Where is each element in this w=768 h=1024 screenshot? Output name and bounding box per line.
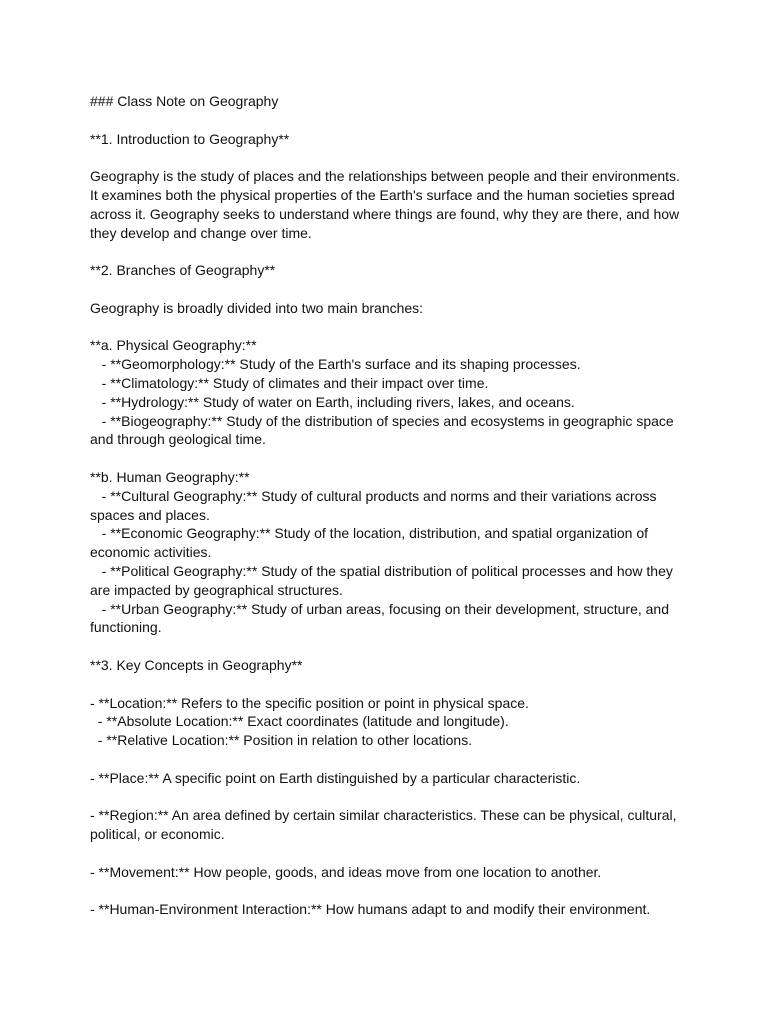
list-item: - **Political Geography:** Study of the spatial distribution of political processes and how they are impacted by geographical structures. <box>90 562 677 598</box>
section-3-heading: **3. Key Concepts in Geography** <box>90 656 303 673</box>
list-item: - **Absolute Location:** Exact coordinates (latitude and longitude). <box>90 713 509 730</box>
list-item: - **Cultural Geography:** Study of cultural products and norms and their variations across spaces and places. <box>90 487 661 523</box>
list-item: - **Climatology:** Study of climates and their impact over time. <box>90 374 489 391</box>
list-item: - **Urban Geography:** Study of urban areas, focusing on their development, structure, and functioning. <box>90 600 673 636</box>
human-geography-block <box>90 468 680 637</box>
list-item: - **Biogeography:** Study of the distribution of species and ecosystems in geographic space and through geological time. <box>90 412 678 448</box>
section-1-heading: **1. Introduction to Geography** <box>90 130 290 147</box>
human-geography-heading: **b. Human Geography:** <box>90 468 250 485</box>
physical-geography-block <box>90 336 680 449</box>
document-title: ### Class Note on Geography <box>90 93 279 109</box>
list-item: - **Human-Environment Interaction:** How humans adapt to and modify their environment. <box>90 901 651 918</box>
list-item: - **Place:** A specific point on Earth distinguished by a particular characteristic. <box>90 769 581 786</box>
physical-geography-heading: **a. Physical Geography:** <box>90 337 257 354</box>
document-body <box>90 92 684 919</box>
list-item: - **Geomorphology:** Study of the Earth's surface and its shaping processes. <box>90 356 581 373</box>
location-block <box>90 694 680 750</box>
list-item: - **Movement:** How people, goods, and ideas move from one location to another. <box>90 863 602 880</box>
list-item: - **Hydrology:** Study of water on Earth, including rivers, lakes, and oceans. <box>90 393 575 410</box>
section-1-paragraph: Geography is the study of places and the relationships between people and their environments. It examines both the physical properties of the Earth's surface and the human societies spread across it. Geography seeks to understand where things are found, why they are there, and how they develop and change over time. <box>90 168 684 241</box>
list-item: - **Relative Location:** Position in relation to other locations. <box>90 732 473 749</box>
list-item: - **Region:** An area defined by certain similar characteristics. These can be physical, cultural, political, or economic. <box>90 807 681 843</box>
section-2-heading: **2. Branches of Geography** <box>90 262 276 279</box>
list-item: - **Location:** Refers to the specific position or point in physical space. <box>90 694 529 711</box>
list-item: - **Economic Geography:** Study of the location, distribution, and spatial organization of economic activities. <box>90 525 652 561</box>
section-2-intro: Geography is broadly divided into two main branches: <box>90 299 424 316</box>
